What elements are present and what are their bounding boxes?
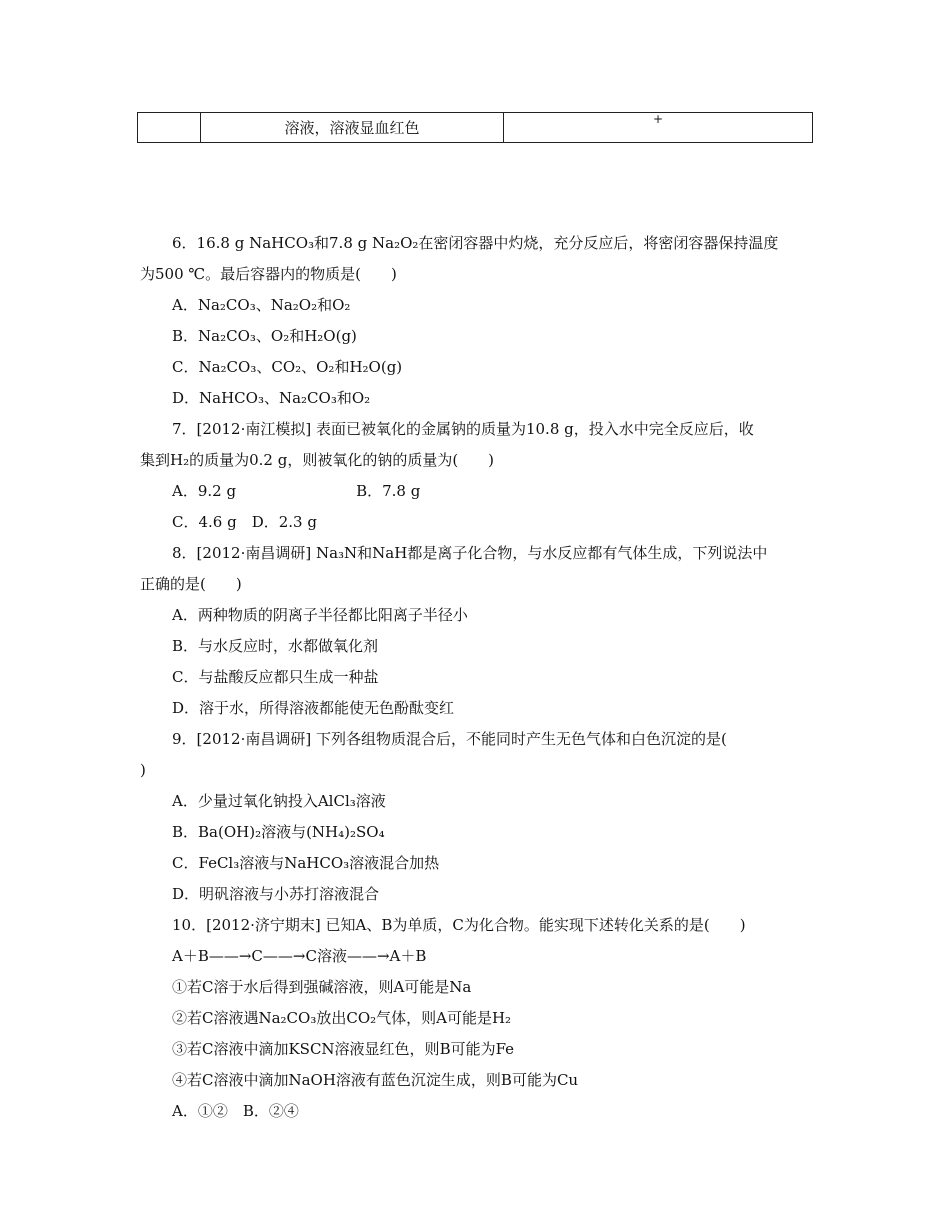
question-list bbox=[140, 228, 812, 1127]
question-8-option-a: A．两种物质的阴离子半径都比阳离子半径小 bbox=[172, 606, 468, 624]
question-10-statement-2: ②若C溶液遇Na₂CO₃放出CO₂气体，则A可能是H₂ bbox=[172, 1009, 512, 1027]
table-row bbox=[138, 113, 813, 143]
question-7-option-b: B．7.8 g bbox=[356, 482, 421, 500]
question-6 bbox=[140, 228, 812, 414]
question-8-stem-line1: 8．[2012·南昌调研] Na₃N和NaH都是离子化合物，与水反应都有气体生成，下列说法中 bbox=[172, 544, 768, 562]
question-6-option-d: D．NaHCO₃、Na₂CO₃和O₂ bbox=[172, 389, 371, 407]
question-8-option-d: D．溶于水，所得溶液都能使无色酚酞变红 bbox=[172, 699, 455, 717]
question-9-option-a: A．少量过氧化钠投入AlCl₃溶液 bbox=[172, 792, 386, 810]
question-9-option-d: D．明矾溶液与小苏打溶液混合 bbox=[172, 885, 380, 903]
question-7-stem-line2: 集到H₂的质量为0.2 g，则被氧化的钠的质量为( ) bbox=[140, 451, 495, 469]
question-6-option-b: B．Na₂CO₃、O₂和H₂O(g) bbox=[172, 327, 357, 345]
question-9-stem-line1: 9．[2012·南昌调研] 下列各组物质混合后，不能同时产生无色气体和白色沉淀的是( bbox=[172, 730, 727, 748]
table-cell-text: 溶液，溶液显血红色 bbox=[201, 113, 504, 143]
question-8 bbox=[140, 538, 812, 724]
question-9-option-c: C．FeCl₃溶液与NaHCO₃溶液混合加热 bbox=[172, 854, 440, 872]
question-7-option-a: A．9.2 g bbox=[172, 482, 237, 500]
question-10-stem: 10．[2012·济宁期末] 已知A、B为单质，C为化合物。能实现下述转化关系的是( ) bbox=[172, 916, 746, 934]
table-cell-empty bbox=[138, 113, 201, 143]
question-9-option-b: B．Ba(OH)₂溶液与(NH₄)₂SO₄ bbox=[172, 823, 385, 841]
question-7-stem-line1: 7．[2012·南江模拟] 表面已被氧化的金属钠的质量为10.8 g，投入水中完全反应后，收 bbox=[172, 420, 754, 438]
answer-table-fragment bbox=[137, 112, 813, 143]
question-8-option-b: B．与水反应时，水都做氧化剂 bbox=[172, 637, 379, 655]
question-7-options-ab bbox=[140, 476, 812, 507]
question-10-statement-4: ④若C溶液中滴加NaOH溶液有蓝色沉淀生成，则B可能为Cu bbox=[172, 1071, 579, 1089]
table-cell-mark bbox=[504, 113, 813, 143]
question-6-option-a: A．Na₂CO₃、Na₂O₂和O₂ bbox=[172, 296, 351, 314]
question-10-statement-3: ③若C溶液中滴加KSCN溶液显红色，则B可能为Fe bbox=[172, 1040, 515, 1058]
question-10-scheme: A＋B——→C——→C溶液——→A＋B bbox=[172, 947, 427, 965]
question-6-option-c: C．Na₂CO₃、CO₂、O₂和H₂O(g) bbox=[172, 358, 403, 376]
question-9-stem-line2: ) bbox=[140, 761, 146, 779]
question-10-statement-1: ①若C溶于水后得到强碱溶液，则A可能是Na bbox=[172, 978, 472, 996]
plus-mark: + bbox=[652, 112, 664, 126]
question-6-stem-line1: 6．16.8 g NaHCO₃和7.8 g Na₂O₂在密闭容器中灼烧，充分反应后，将密闭容器保持温度 bbox=[172, 234, 779, 252]
question-9 bbox=[140, 724, 812, 910]
question-8-stem-line2: 正确的是( ) bbox=[140, 575, 242, 593]
question-10-options-ab: A．①② B．②④ bbox=[172, 1102, 299, 1120]
question-10 bbox=[140, 910, 812, 1127]
question-7-options-cd: C．4.6 g D．2.3 g bbox=[172, 513, 317, 531]
question-7 bbox=[140, 414, 812, 538]
question-6-stem-line2: 为500 ℃。最后容器内的物质是( ) bbox=[140, 265, 397, 283]
question-8-option-c: C．与盐酸反应都只生成一种盐 bbox=[172, 668, 379, 686]
